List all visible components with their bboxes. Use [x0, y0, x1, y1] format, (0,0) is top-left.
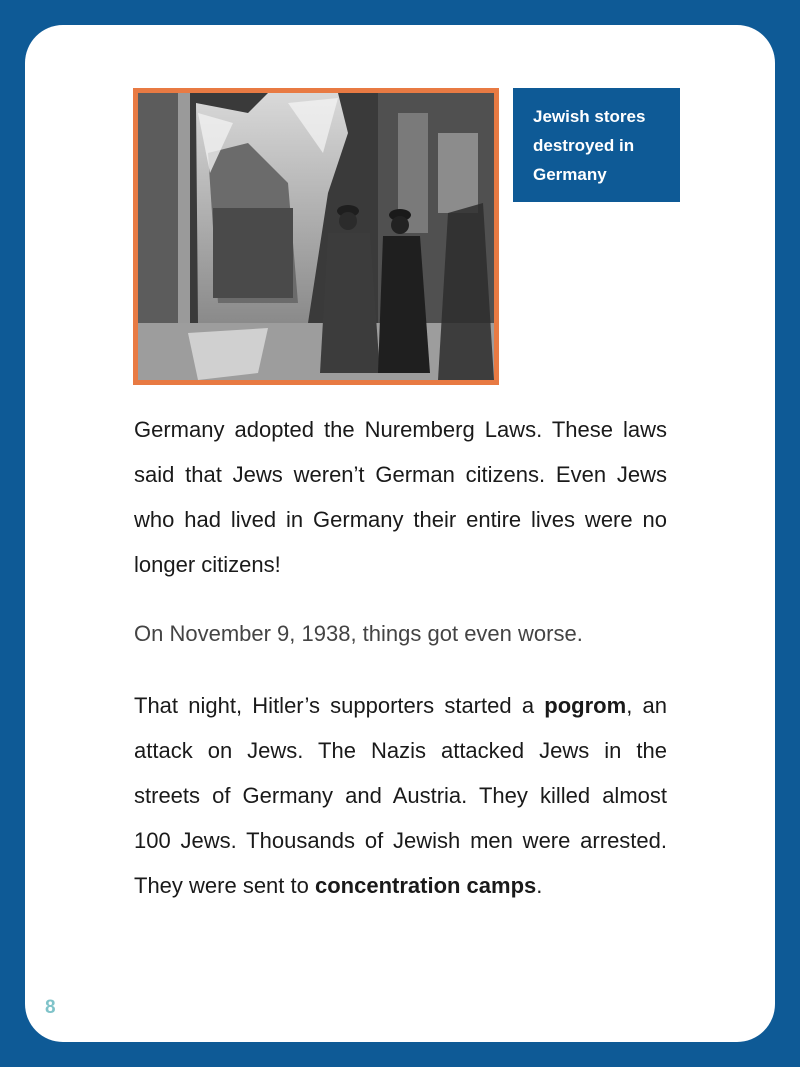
paragraph-pogrom	[134, 683, 667, 908]
photo-caption	[513, 88, 680, 202]
text-run: That night, Hitler’s supporters started a	[134, 693, 545, 718]
glossary-term-concentration-camps: concentration camps	[314, 873, 537, 898]
glossary-term-pogrom: pogrom	[544, 693, 627, 718]
text-run: .	[536, 873, 543, 898]
caption-line: destroyed in	[533, 136, 635, 155]
page-number: 8	[45, 997, 56, 1018]
text-run: , an attack on Jews. The Nazis attacked Jews in the streets of Germany and Austria. They killed almost 100 Jews. Thousands of Jewish men were arrested. They were sent to	[134, 693, 667, 898]
storefront-photo-icon	[138, 93, 494, 380]
paragraph-november-1938: On November 9, 1938, things got even worse.	[134, 621, 583, 646]
caption-line: Germany	[533, 165, 607, 184]
storefront-photo	[133, 88, 499, 385]
caption-line: Jewish stores	[533, 107, 646, 126]
paragraph-nuremberg-laws: Germany adopted the Nuremberg Laws. These laws said that Jews weren’t German citizens. Even Jews who had lived in Germany their entire lives were no longer citizens!	[134, 417, 667, 577]
page	[25, 25, 775, 1042]
